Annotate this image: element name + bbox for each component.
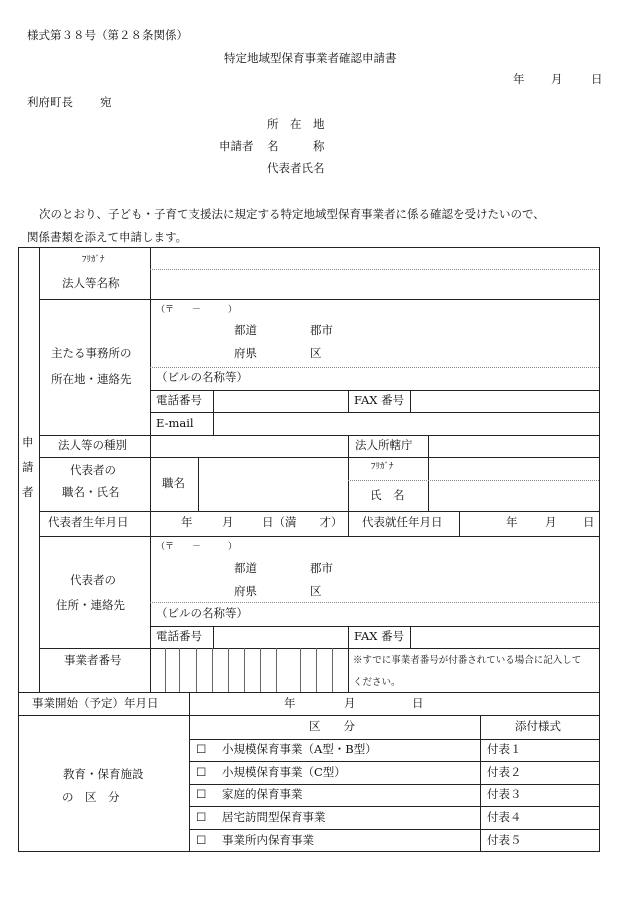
category-name-3: 家庭的保育事業 [222,787,303,801]
rep-addr-label-2: 住所・連絡先 [56,598,125,612]
category-header: 区 分 [309,719,355,733]
birth-month: 月 [222,515,234,529]
name-label: 氏 名 [370,488,405,502]
addressee: 利府町長 [27,95,73,109]
rep-gunshi: 郡市 [310,561,333,575]
applicant-address-label: 所 在 地 [267,117,325,131]
rep-start-label: 代表就任年月日 [362,515,443,529]
operator-note-line-1: ※すでに事業者番号が付番されている場合に記入して [353,655,582,666]
office-label-line-1: 主たる事務所の [51,346,132,360]
rep-phone-label: 電話番号 [156,629,202,643]
document-title: 特定地域型保育事業者確認申請書 [224,51,397,65]
operator-number-label: 事業者番号 [64,653,122,667]
rep-addr-label-1: 代表者の [70,573,116,587]
category-name-4: 居宅訪問型保育事業 [222,810,326,824]
category-label-1: 教育・保育施設 [63,767,144,781]
office-building: （ビルの名称等） [156,370,248,384]
rep-title-label-2: 職名・氏名 [62,485,120,499]
addressee-suffix: 宛 [100,95,112,109]
office-todo: 都道 [234,323,257,337]
date-month-label: 月 [551,72,563,86]
category-name-2: 小規模保育事業（C型） [222,765,346,779]
applicant-label: 申請者 [219,139,254,153]
office-label-line-2: 所在地・連絡先 [51,372,132,386]
category-checkbox-1[interactable]: ☐ [196,742,207,756]
side-label-char-1: 申 [22,435,34,449]
category-name-1: 小規模保育事業（A型・B型） [222,742,377,756]
form-number: 様式第３８号（第２８条関係） [27,28,188,42]
office-phone-label: 電話番号 [156,393,202,407]
operator-note-line-2: ください。 [353,677,401,688]
side-label-char-3: 者 [22,485,34,499]
start-day: 日 [583,515,595,529]
start-date-label: 事業開始（予定）年月日 [32,696,159,710]
category-label-2: の 区 分 [62,790,120,804]
date-day-label: 日 [591,72,603,86]
corp-name-label: 法人等名称 [62,276,120,290]
date-year-label: 年 [513,72,525,86]
rep-birth-label: 代表者生年月日 [48,515,129,529]
category-checkbox-4[interactable]: ☐ [196,810,207,824]
category-attach-3: 付表３ [487,787,522,801]
category-attach-1: 付表１ [487,742,522,756]
rep-title-label-1: 代表者の [70,463,116,477]
rep-building: （ビルの名称等） [156,606,248,620]
start-year: 年 [506,515,518,529]
office-email-label: E-mail [156,416,194,430]
applicant-name-label: 名 称 [267,139,325,153]
rep-postal: （〒 － ） [156,542,238,552]
birth-day-age: 日（満 才） [262,515,343,529]
start-date-day: 日 [412,696,424,710]
office-postal: （〒 － ） [156,305,238,315]
rep-fuken: 府県 [234,584,257,598]
category-name-5: 事業所内保育事業 [222,833,314,847]
category-checkbox-5[interactable]: ☐ [196,833,207,847]
start-month: 月 [545,515,557,529]
attach-header: 添付様式 [515,719,561,733]
category-checkbox-3[interactable]: ☐ [196,787,207,801]
office-fax-label: FAX 番号 [354,393,405,407]
office-gunshi: 郡市 [310,323,333,337]
rep-todo: 都道 [234,561,257,575]
start-date-year: 年 [284,696,296,710]
corp-type-label: 法人等の種別 [58,438,127,452]
representative-name-label: 代表者氏名 [267,161,325,175]
corp-office-label: 法人所轄庁 [355,438,413,452]
category-attach-2: 付表２ [487,765,522,779]
intro-line-1: 次のとおり、子ども・子育て支援法に規定する特定地域型保育事業者に係る確認を受けたいので、 [39,207,545,221]
office-ku: 区 [310,346,322,360]
category-checkbox-2[interactable]: ☐ [196,765,207,779]
rep-fax-label: FAX 番号 [354,629,405,643]
job-title-label: 職名 [162,476,185,490]
side-label-char-2: 請 [22,460,34,474]
rep-ku: 区 [310,584,322,598]
birth-year: 年 [181,515,193,529]
office-fuken: 府県 [234,346,257,360]
category-attach-5: 付表５ [487,833,522,847]
start-date-month: 月 [344,696,356,710]
corp-name-furigana: ﾌﾘｶﾞﾅ [82,255,105,265]
intro-line-2: 関係書類を添えて申請します。 [27,230,188,244]
name-furigana: ﾌﾘｶﾞﾅ [371,462,394,472]
category-attach-4: 付表４ [487,810,522,824]
